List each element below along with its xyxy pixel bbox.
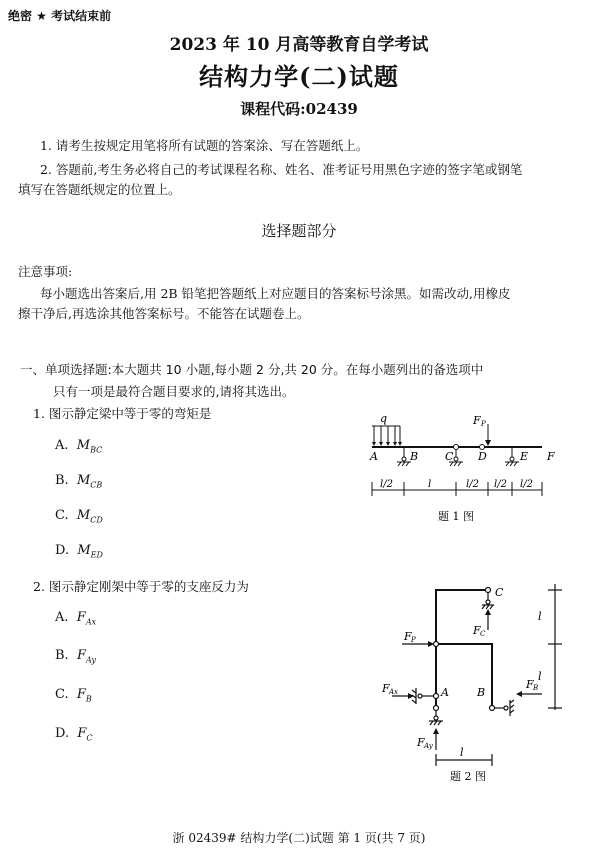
q2-option-c[interactable] [55, 687, 92, 704]
option-symbol: F [76, 648, 86, 663]
dim-1: l/2 [380, 479, 393, 490]
option-sub: BC [90, 445, 103, 455]
dim-5: l/2 [520, 479, 533, 490]
option-letter: A. [55, 438, 69, 453]
option-sub: B [85, 694, 92, 704]
course-code: 课程代码:02439 [240, 100, 358, 118]
option-symbol: M [76, 438, 91, 453]
point-c: C [495, 586, 504, 599]
option-symbol: M [77, 543, 91, 558]
joint-a [434, 694, 439, 699]
q1-stem: 1. 图示静定梁中等于零的弯矩是 [33, 406, 212, 421]
point-f: F [547, 450, 555, 463]
joint-fp [434, 642, 439, 647]
fax-sub: Ax [389, 688, 399, 696]
dim-l-upper: l [538, 610, 542, 623]
option-sub: CB [90, 480, 103, 490]
fc-label: F [473, 624, 481, 637]
page-footer: 浙 02439# 结构力学(二)试题 第 1 页(共 7 页) [172, 831, 426, 845]
q2-stem: 2. 图示静定刚架中等于零的支座反力为 [33, 579, 249, 594]
fb-sub: B [533, 684, 539, 692]
load-arrows [374, 426, 400, 442]
figure-1-beam [360, 412, 560, 530]
point-b: B [477, 686, 486, 699]
force-sub: P [481, 420, 486, 428]
rule-line-1: 每小题选出答案后,用 2B 铅笔把答题纸上对应题目的答案标号涂黑。如需改动,用橡皮 [40, 286, 511, 301]
figure-2-caption: 题 2 图 [450, 770, 486, 783]
q2-option-d[interactable] [55, 726, 93, 743]
option-sub: CD [90, 515, 103, 525]
option-letter: B. [55, 648, 69, 663]
point-e: E [520, 450, 529, 463]
option-letter: C. [55, 687, 69, 702]
option-sub: C [86, 733, 93, 743]
secret-label: 绝密 ★ 考试结束前 [8, 9, 112, 23]
q1-option-b[interactable] [55, 473, 102, 490]
point-a: A [441, 686, 449, 699]
attention-label: 注意事项: [18, 264, 73, 279]
figure-1-caption: 题 1 图 [438, 510, 474, 523]
hinge-d [480, 445, 485, 450]
option-letter: D. [55, 726, 70, 741]
subject-title: 结构力学(二)试题 [199, 62, 399, 91]
support-c [482, 593, 494, 609]
q2-option-a[interactable] [55, 610, 96, 627]
dim-3: l/2 [466, 479, 479, 490]
dim-2: l [428, 479, 432, 490]
part1-heading-1: 一、单项选择题:本大题共 10 小题,每小题 2 分,共 20 分。在每小题列出的备选项中 [20, 362, 484, 377]
support-a-vertical [429, 711, 443, 725]
option-letter: C. [55, 508, 69, 523]
fb-label: F [526, 678, 534, 691]
option-symbol: F [76, 687, 86, 702]
q1-option-c[interactable] [55, 508, 103, 525]
dim-l-bottom: l [460, 746, 464, 759]
joint-a-support [434, 706, 439, 711]
point-d: D [478, 450, 487, 463]
section-title: 选择题部分 [261, 222, 337, 240]
point-c: C [445, 450, 454, 463]
note-1: 1. 请考生按规定用笔将所有试题的答案涂、写在答题纸上。 [40, 138, 369, 153]
support-e [505, 447, 519, 466]
hinge-c [454, 445, 459, 450]
q1-option-a[interactable] [55, 438, 102, 455]
option-symbol: F [76, 610, 86, 625]
option-symbol: M [76, 508, 91, 523]
q2-option-b[interactable] [55, 648, 96, 665]
option-symbol: M [76, 473, 91, 488]
fax-label: F [382, 682, 390, 695]
figure-2-frame [370, 578, 580, 788]
option-letter: B. [55, 473, 69, 488]
option-letter: A. [55, 610, 69, 625]
support-b [495, 700, 514, 716]
fp-sub: P [411, 636, 416, 644]
force-label: F [473, 414, 481, 427]
note-2-line-2: 填写在答题纸规定的位置上。 [18, 182, 181, 197]
load-label: q [380, 412, 388, 425]
support-b [397, 447, 411, 466]
dim-l-lower: l [538, 670, 542, 683]
fp-label: F [404, 630, 412, 643]
dim-4: l/2 [494, 479, 507, 490]
option-sub: Ax [85, 617, 97, 627]
joint-b [490, 706, 495, 711]
option-letter: D. [55, 543, 70, 558]
point-b: B [410, 450, 419, 463]
fay-label: F [417, 736, 425, 749]
part1-heading-2: 只有一项是最符合题目要求的,请将其选出。 [53, 384, 295, 399]
option-sub: Ay [85, 655, 96, 665]
point-a: A [370, 450, 378, 463]
option-sub: ED [90, 550, 103, 560]
exam-title: 2023 年 10 月高等教育自学考试 [169, 35, 429, 55]
joint-c [486, 588, 491, 593]
support-a-horizontal [412, 688, 433, 704]
option-symbol: F [77, 726, 87, 741]
fc-sub: C [480, 630, 486, 638]
rule-line-2: 擦干净后,再选涂其他答案标号。不能答在试题卷上。 [18, 306, 310, 321]
note-2-line-1: 2. 答题前,考生务必将自己的考试课程名称、姓名、准考证号用黑色字迹的签字笔或钢笔 [40, 162, 523, 177]
dimension-ticks [372, 482, 542, 496]
fay-sub: Ay [424, 742, 433, 750]
q1-option-d[interactable] [55, 543, 103, 560]
